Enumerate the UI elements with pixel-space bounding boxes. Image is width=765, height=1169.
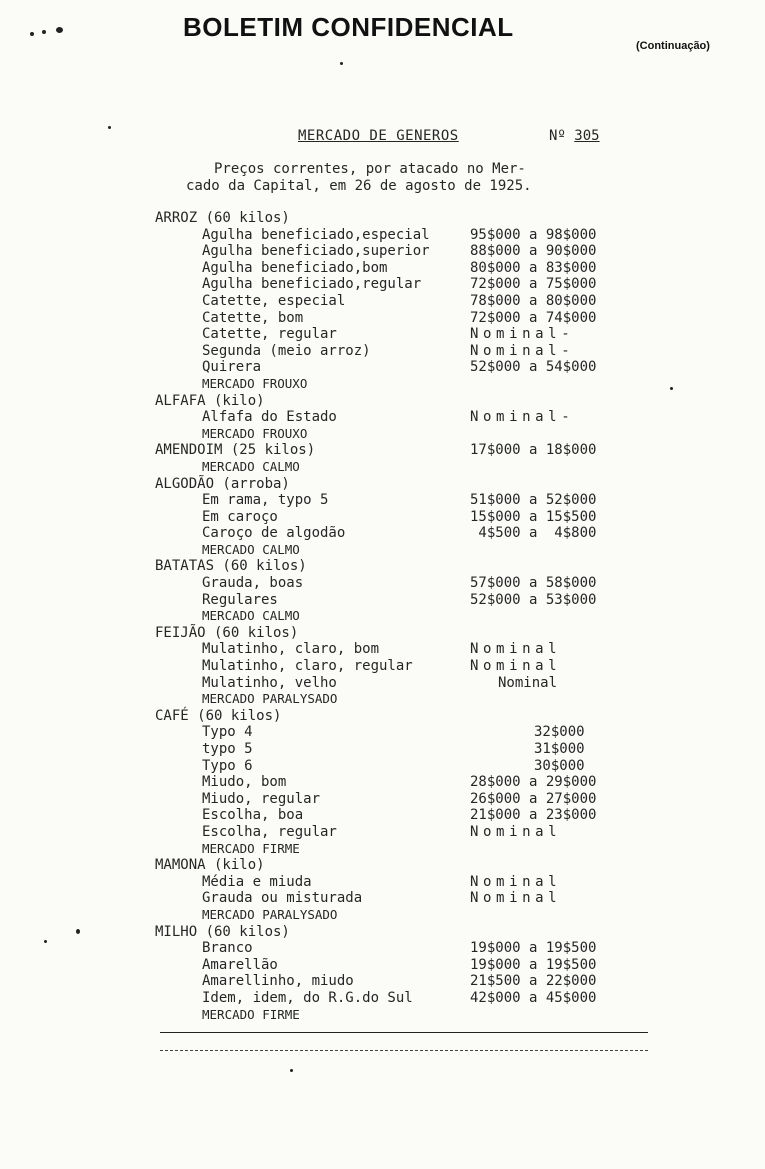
price-value: 30$000 <box>534 757 585 774</box>
price-value: Nominal- <box>470 342 575 359</box>
price-value: 88$000 a 90$000 <box>470 243 597 260</box>
price-row <box>0 227 765 244</box>
category-label: CAFÉ (60 kilos) <box>155 707 282 724</box>
category-label: MAMONA (kilo) <box>155 857 265 874</box>
category-row <box>0 857 765 874</box>
price-value: 28$000 a 29$000 <box>470 774 597 791</box>
product-label: Typo 6 <box>202 757 253 774</box>
ink-speck <box>670 387 673 390</box>
product-label: Miudo, regular <box>202 790 321 807</box>
product-label: Média e miuda <box>202 873 312 890</box>
price-value: Nominal <box>470 890 562 907</box>
price-row <box>0 940 765 957</box>
price-value: 26$000 a 27$000 <box>470 790 597 807</box>
price-row <box>0 326 765 343</box>
market-status: MERCADO CALMO <box>202 608 300 624</box>
category-label: AMENDOIM (25 kilos) <box>155 442 316 459</box>
product-label: Catette, especial <box>202 292 346 309</box>
price-row <box>0 658 765 675</box>
price-value: Nominal- <box>470 409 575 426</box>
price-row <box>0 774 765 791</box>
price-value: 19$000 a 19$500 <box>470 940 597 957</box>
ink-speck <box>108 126 111 129</box>
price-row <box>0 343 765 360</box>
category-row <box>0 476 765 493</box>
price-row <box>0 824 765 841</box>
market-status-row <box>0 907 765 924</box>
market-status-row <box>0 608 765 625</box>
price-row <box>0 310 765 327</box>
price-row <box>0 409 765 426</box>
category-row <box>0 625 765 642</box>
price-value: 31$000 <box>534 741 585 757</box>
product-label: Em caroço <box>202 508 278 525</box>
price-row <box>0 874 765 891</box>
price-value: 80$000 a 83$000 <box>470 259 597 276</box>
price-row <box>0 741 765 758</box>
category-label: MILHO (60 kilos) <box>155 923 290 940</box>
product-label: Typo 4 <box>202 724 253 741</box>
intro-line-1: Preços correntes, por atacado no Mer- <box>214 161 526 177</box>
price-value: 52$000 a 53$000 <box>470 591 597 608</box>
product-label: typo 5 <box>202 741 253 757</box>
ink-speck <box>340 62 343 65</box>
price-row <box>0 509 765 526</box>
category-label: FEIJÃO (60 kilos) <box>155 624 299 641</box>
price-row <box>0 293 765 310</box>
category-row <box>0 442 765 459</box>
price-value: Nominal <box>470 658 562 675</box>
price-value: 15$000 a 15$500 <box>470 508 597 525</box>
price-value: 32$000 <box>534 724 585 741</box>
product-label: Miudo, bom <box>202 774 287 791</box>
market-status: MERCADO FIRME <box>202 1006 300 1022</box>
category-label: BATATAS (60 kilos) <box>155 558 307 575</box>
price-value: 21$000 a 23$000 <box>470 807 597 824</box>
bottom-rule-dashed <box>160 1050 648 1051</box>
category-label: ALFAFA (kilo) <box>155 392 265 409</box>
ink-speck <box>30 32 34 36</box>
continuation-label: (Continuação) <box>636 40 710 52</box>
category-label: ARROZ (60 kilos) <box>155 210 290 226</box>
bulletin-number-value: 305 <box>574 128 600 144</box>
price-row <box>0 276 765 293</box>
product-label: Amarellinho, miudo <box>202 973 354 990</box>
market-status-row <box>0 691 765 708</box>
category-row <box>0 558 765 575</box>
product-label: Mulatinho, claro, bom <box>202 641 380 658</box>
bulletin-title: BOLETIM CONFIDENCIAL <box>183 12 514 42</box>
product-label: Agulha beneficiado,regular <box>202 276 422 293</box>
category-row <box>0 393 765 410</box>
bulletin-number-label: Nº <box>549 128 566 144</box>
category-row <box>0 210 765 227</box>
market-status-row <box>0 542 765 559</box>
price-value: 51$000 a 52$000 <box>470 492 597 509</box>
product-label: Agulha beneficiado,superior <box>202 243 430 260</box>
price-value: 19$000 a 19$500 <box>470 956 597 973</box>
price-row <box>0 260 765 277</box>
price-value: 72$000 a 75$000 <box>470 276 597 293</box>
price-row <box>0 791 765 808</box>
product-label: Regulares <box>202 591 278 608</box>
price-value: 17$000 a 18$000 <box>470 442 597 459</box>
market-status: MERCADO FIRME <box>202 840 300 856</box>
category-label: ALGODÃO (arroba) <box>155 475 290 492</box>
product-label: Branco <box>202 940 253 957</box>
product-label: Segunda (meio arroz) <box>202 342 371 359</box>
product-label: Em rama, typo 5 <box>202 492 329 509</box>
market-status: MERCADO PARALYSADO <box>202 906 338 922</box>
price-row <box>0 641 765 658</box>
price-value: 42$000 a 45$000 <box>470 989 597 1006</box>
price-row <box>0 525 765 542</box>
market-status: MERCADO FROUXO <box>202 375 308 391</box>
market-status-row <box>0 459 765 476</box>
price-value: 95$000 a 98$000 <box>470 226 597 243</box>
product-label: Amarellão <box>202 956 278 973</box>
market-status: MERCADO CALMO <box>202 458 300 474</box>
price-value: 78$000 a 80$000 <box>470 292 597 309</box>
price-row <box>0 492 765 509</box>
product-label: Caroço de algodão <box>202 525 346 542</box>
ink-speck <box>44 940 47 943</box>
price-value: Nominal <box>470 641 562 658</box>
price-row <box>0 957 765 974</box>
ink-speck <box>76 929 80 934</box>
product-label: Escolha, regular <box>202 823 337 840</box>
market-status-row <box>0 1007 765 1024</box>
market-status-row <box>0 426 765 443</box>
product-label: Grauda ou misturada <box>202 890 363 907</box>
product-label: Escolha, boa <box>202 807 304 824</box>
product-label: Mulatinho, velho <box>202 674 337 691</box>
price-row <box>0 890 765 907</box>
product-label: Catette, regular <box>202 326 337 343</box>
ink-speck <box>42 30 46 34</box>
price-row <box>0 359 765 376</box>
price-row <box>0 990 765 1007</box>
ink-speck <box>56 27 63 33</box>
price-row <box>0 807 765 824</box>
price-row <box>0 973 765 990</box>
price-row <box>0 758 765 775</box>
price-value: Nominal <box>470 823 562 840</box>
price-row <box>0 575 765 592</box>
price-list <box>0 210 765 1023</box>
category-row <box>0 708 765 725</box>
product-label: Agulha beneficiado,bom <box>202 259 388 276</box>
price-value: 72$000 a 74$000 <box>470 309 597 326</box>
price-value: Nominal <box>470 873 562 890</box>
product-label: Alfafa do Estado <box>202 409 337 426</box>
market-status: MERCADO CALMO <box>202 541 300 557</box>
product-label: Catette, bom <box>202 309 304 326</box>
product-label: Quirera <box>202 359 262 376</box>
category-row <box>0 924 765 941</box>
bulletin-number <box>549 128 600 144</box>
market-status-row <box>0 376 765 393</box>
intro-line-2: cado da Capital, em 26 de agosto de 1925. <box>186 178 532 194</box>
price-row <box>0 592 765 609</box>
product-label: Mulatinho, claro, regular <box>202 658 413 675</box>
price-row <box>0 243 765 260</box>
market-status: MERCADO FROUXO <box>202 425 308 441</box>
price-row <box>0 724 765 741</box>
product-label: Agulha beneficiado,especial <box>202 226 430 243</box>
market-status: MERCADO PARALYSADO <box>202 691 338 707</box>
market-title: MERCADO DE GENEROS <box>298 128 459 144</box>
market-status-row <box>0 841 765 858</box>
product-label: Grauda, boas <box>202 575 304 592</box>
bottom-rule <box>160 1032 648 1033</box>
price-value: Nominal <box>498 674 558 691</box>
price-value: Nominal- <box>470 326 575 343</box>
price-value: 52$000 a 54$000 <box>470 359 597 376</box>
ink-speck <box>290 1069 293 1072</box>
product-label: Idem, idem, do R.G.do Sul <box>202 989 413 1006</box>
price-value: 57$000 a 58$000 <box>470 575 597 592</box>
price-value: 4$500 a 4$800 <box>470 525 597 542</box>
price-value: 21$500 a 22$000 <box>470 973 597 990</box>
price-row <box>0 675 765 692</box>
